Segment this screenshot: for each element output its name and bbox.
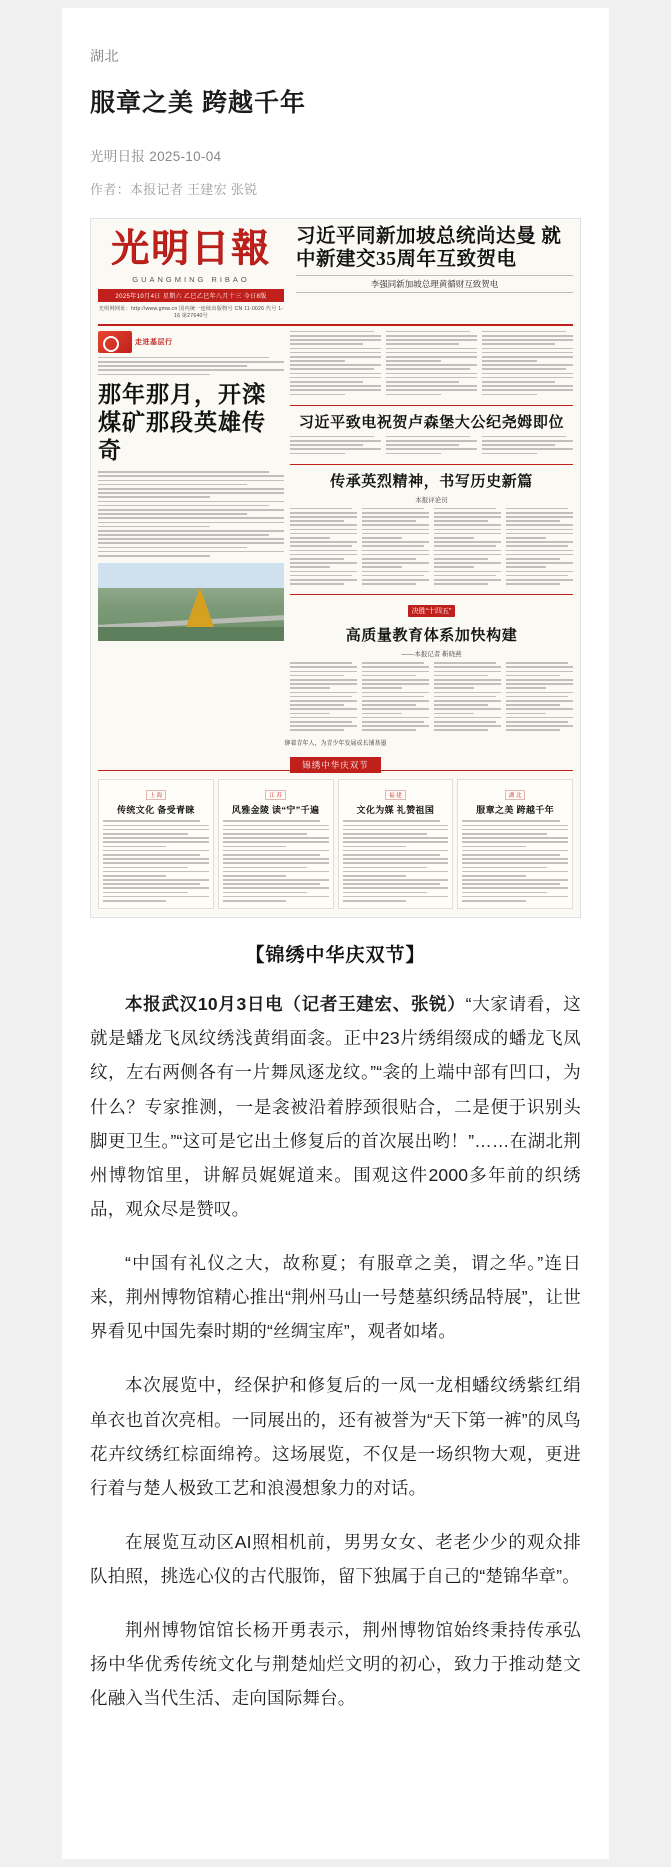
article-paragraph-3: 本次展览中，经保护和修复后的一凤一龙相蟠纹绣紫红绢单衣也首次亮相。一同展出的，还有被誉为“天下第一裤”的凤鸟花卉纹绣红棕面绵袴。这场展览，不仅是一场织物大观，更进行着与楚人极致工艺和浪漫想象力的对话。 <box>90 1375 581 1498</box>
article-section-tag: 【锦绣中华庆双节】 <box>245 945 426 967</box>
strip-item-tag: 福 建 <box>385 790 406 800</box>
article-date: 2025-10-04 <box>149 149 222 164</box>
newspaper-fourth-body-columns <box>290 662 573 733</box>
newspaper-left-text-block-b <box>98 471 284 556</box>
newspaper-left-badge <box>98 331 284 353</box>
newspaper-photo <box>98 563 284 641</box>
article-meta <box>90 145 581 165</box>
newspaper-lead-column <box>292 225 573 319</box>
strip-item-tag: 上 海 <box>146 790 167 800</box>
newspaper-third-headline: 传承英烈精神，书写历史新篇 <box>330 473 533 490</box>
article-kicker: 湖北 <box>90 48 119 64</box>
masthead-logo-cn: 光明日報 <box>110 228 271 270</box>
newspaper-lead-subhead: 李强同新加坡总理黄循财互致贺电 <box>296 275 573 293</box>
masthead-url-line: 光明网网址：http://www.gmw.cn 国内统一连续出版物号 CN 11-0026 代号 1-16 第27640号 <box>98 305 284 319</box>
newspaper-masthead <box>98 225 284 319</box>
newspaper-photo-caption: 铆着青年人，为青少年发展成长铺基墨 <box>284 741 387 748</box>
strip-item-title: 传统文化 备受青睐 <box>116 805 195 816</box>
newspaper-left-feature-title: 那年那月，开滦煤矿那段英雄传奇 <box>98 382 266 464</box>
strip-item-title: 风雅金陵 读“宁”千遍 <box>231 805 320 816</box>
page-title: 服章之美 跨越千年 <box>90 89 306 117</box>
newspaper-fourth-tag: 决胜“十四五” <box>408 605 456 617</box>
newspaper-second-headline: 习近平致电祝贺卢森堡大公纪尧姆即位 <box>298 414 565 431</box>
red-seal-icon <box>98 331 132 353</box>
newspaper-body <box>98 331 573 734</box>
article-byline: 作者：本报记者 王建宏 张锐 <box>90 182 258 197</box>
strip-item <box>338 779 454 909</box>
article-paragraph-2: “中国有礼仪之大，故称夏；有服章之美，谓之华。”连日来，荆州博物馆精心推出“荆州马山一号楚墓织绣品特展”，让世界看见中国先秦时期的“丝绸宝库”，观者如堵。 <box>90 1253 581 1342</box>
newspaper-lead-headline: 习近平同新加坡总统尚达曼 就中新建交35周年互致贺电 <box>296 226 562 270</box>
newspaper-fourth-headline: 高质量教育体系加快构建 <box>345 628 518 645</box>
newspaper-left-badge-label: 走进基层行 <box>135 338 173 346</box>
article-sheet <box>62 8 609 1859</box>
article-source: 光明日报 <box>90 149 146 164</box>
newspaper-third-subhead: 本报评论员 <box>415 496 448 504</box>
strip-item <box>98 779 214 909</box>
newspaper-strip-banner-label: 锦绣中华庆双节 <box>290 757 381 773</box>
newspaper-left-text-block-a <box>98 357 284 375</box>
article-paragraph-1-rest: “大家请看，这就是蟠龙飞凤纹绣浅黄绢面衾。正中23片绣绢缀成的蟠龙飞凤纹，左右两侧各有一片舞凤逐龙纹。”“衾的上端中部有凹口，为什么？专家推测，一是衾被沿着脖颈很贴合，二是便于识别头脚更卫生。”“这可是它出土修复后的首次展出哟！”……在湖北荆州博物馆里，讲解员娓娓道来。围观这件2000多年前的织绣品，观众尽是赞叹。 <box>90 994 581 1219</box>
divider-rule-2 <box>290 464 573 465</box>
strip-item <box>457 779 573 909</box>
newspaper-lead-body-columns <box>290 331 573 398</box>
strip-item-tag: 江 苏 <box>265 790 286 800</box>
article-paragraph-1 <box>90 987 581 1226</box>
strip-item <box>218 779 334 909</box>
newspaper-right-column <box>290 331 573 734</box>
article-paragraph-4: 在展览互动区AI照相机前，男男女女、老老少少的观众排队拍照，挑选心仪的古代服饰，留下独属于自己的“楚锦华章”。 <box>90 1531 581 1587</box>
strip-item-title: 服章之美 跨越千年 <box>476 805 555 816</box>
newspaper-top-section <box>98 225 573 326</box>
newspaper-fourth-subhead: ——本报记者 靳晓燕 <box>401 651 462 659</box>
divider-rule-1 <box>290 405 573 406</box>
article-dateline-bold: 本报武汉10月3日电（记者王建宏、张锐） <box>125 994 466 1015</box>
masthead-dateline: 2025年10月4日 星期六 乙巳乙巳年八月十三 今日8版 <box>98 289 284 302</box>
strip-item-title: 文化为媒 礼赞祖国 <box>356 805 435 816</box>
masthead-logo-en: GUANGMING RIBAO <box>132 274 250 284</box>
newspaper-strip-row <box>98 779 573 909</box>
article-paragraph-5: 荆州博物馆馆长杨开勇表示，荆州博物馆始终秉持传承弘扬中华优秀传统文化与荆楚灿烂文明的初心，致力于推动楚文化融入当代生活、走向国际舞台。 <box>90 1620 581 1709</box>
divider-rule-3 <box>290 594 573 595</box>
newspaper-front-page-image[interactable] <box>90 218 581 918</box>
newspaper-left-column <box>98 331 284 734</box>
newspaper-second-body-columns <box>290 436 573 457</box>
newspaper-third-body-columns <box>290 508 573 588</box>
strip-item-tag: 湖 北 <box>505 790 526 800</box>
